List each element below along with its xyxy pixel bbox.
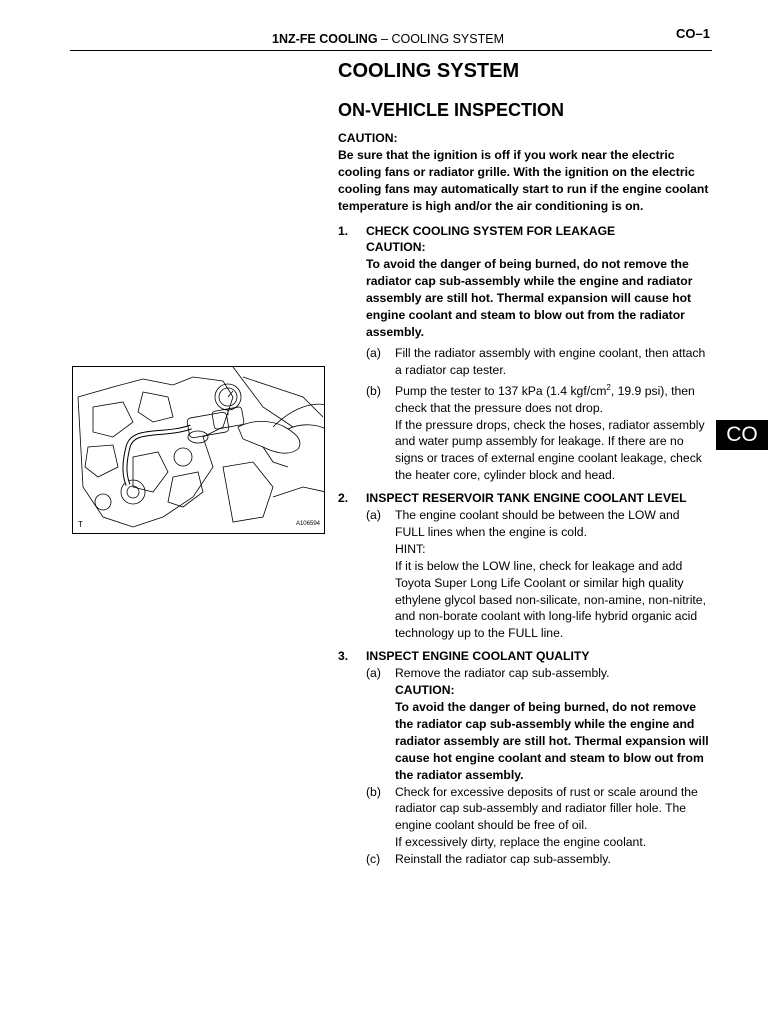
substep-label: (a) <box>366 345 381 360</box>
figure-label-t: T <box>78 520 83 529</box>
caution-label: CAUTION: <box>395 683 455 698</box>
caution-text: Be sure that the ignition is off if you work near the electric cooling fans or radiator grille. With the ignition on the electric cooling fans may automatically start to run if the engine coolant temperature is high and/or the air conditioning is on. <box>338 147 709 213</box>
substep-label: (b) <box>366 383 381 398</box>
step-caution-label: CAUTION: <box>366 240 426 255</box>
substep-text-continued: If excessively dirty, replace the engine coolant. <box>395 835 647 850</box>
substep-c <box>338 851 710 868</box>
page-header <box>0 0 768 52</box>
substep-text: The engine coolant should be between the LOW and FULL lines when the engine is cold. <box>395 508 680 539</box>
caution-text: To avoid the danger of being burned, do not remove the radiator cap sub-assembly while the engine and radiator assembly are still hot. Thermal expansion will cause hot engine coolant and steam to blow out from the radiator assembly. <box>395 700 709 782</box>
section-title: ON-VEHICLE INSPECTION <box>338 100 565 120</box>
substep-text: Fill the radiator assembly with engine coolant, then attach a radiator cap tester. <box>395 345 706 377</box>
step-number: 3. <box>338 649 349 664</box>
step-3 <box>338 648 710 868</box>
page-title: COOLING SYSTEM <box>338 60 520 82</box>
engine-illustration <box>73 367 325 534</box>
step-1 <box>338 223 710 485</box>
substep-text-continued: If the pressure drops, check the hoses, radiator assembly and water pump assembly for leakage. If there are no signs or traces of external engine coolant leakage, check the heater core, cylinder block and head. <box>395 417 705 483</box>
main-content <box>338 58 710 868</box>
hint-label: HINT: <box>395 541 426 556</box>
substep-a <box>338 507 710 642</box>
substep-text: Check for excessive deposits of rust or scale around the radiator cap sub-assembly and radiator filler hole. The engine coolant should be free of oil. <box>395 784 698 833</box>
substep-label: (a) <box>366 666 381 681</box>
step-title: INSPECT RESERVOIR TANK ENGINE COOLANT LEVEL <box>366 491 687 506</box>
hint-text: If it is below the LOW line, check for leakage and add Toyota Super Long Life Coolant or similar high quality ethylene glycol based non-silicate, non-amine, non-nitrite, and non-borate coolant with long-life hybrid organic acid technology up to the FULL line. <box>395 558 706 641</box>
substep-a <box>338 345 710 379</box>
figure-code: A106594 <box>295 521 320 527</box>
header-title: 1NZ-FE COOLING – COOLING SYSTEM <box>272 32 504 46</box>
step-number: 1. <box>338 223 349 238</box>
caution-label: CAUTION: <box>338 131 398 145</box>
page-number: CO–1 <box>676 26 710 41</box>
step-title: INSPECT ENGINE COOLANT QUALITY <box>366 649 590 664</box>
substep-label: (a) <box>366 508 381 523</box>
radiator-cap-tester-illustration <box>72 366 325 534</box>
step-title: CHECK COOLING SYSTEM FOR LEAKAGE <box>366 223 616 238</box>
substep-text: Remove the radiator cap sub-assembly. <box>395 666 610 681</box>
substep-b <box>338 784 710 852</box>
section-tab: CO <box>716 420 768 450</box>
step-caution-text: To avoid the danger of being burned, do not remove the radiator cap sub-assembly while the engine and radiator assembly are still hot. Thermal expansion will cause hot engine coolant and steam to blow out from the radiator assembly. <box>366 257 693 339</box>
step-number: 2. <box>338 491 349 506</box>
substep-label: (c) <box>366 852 381 867</box>
substep-a <box>338 665 710 783</box>
header-rule <box>70 50 712 51</box>
substep-text: Reinstall the radiator cap sub-assembly. <box>395 852 611 867</box>
substep-text: Pump the tester to 137 kPa (1.4 kgf/cm <box>395 383 607 398</box>
step-2 <box>338 490 710 642</box>
substep-label: (b) <box>366 784 381 799</box>
substep-b: (b) Pump the tester to 137 kPa (1.4 kgf/$cm^2$, 19.9 psi), then check that the pressure does not drop. If the pressure drops, check the hoses, radiator assembly and water pump assembly for leakage. If there are no signs or traces of external engine coolant leakage, check the heater core, cylinder block and head. <box>338 383 710 484</box>
